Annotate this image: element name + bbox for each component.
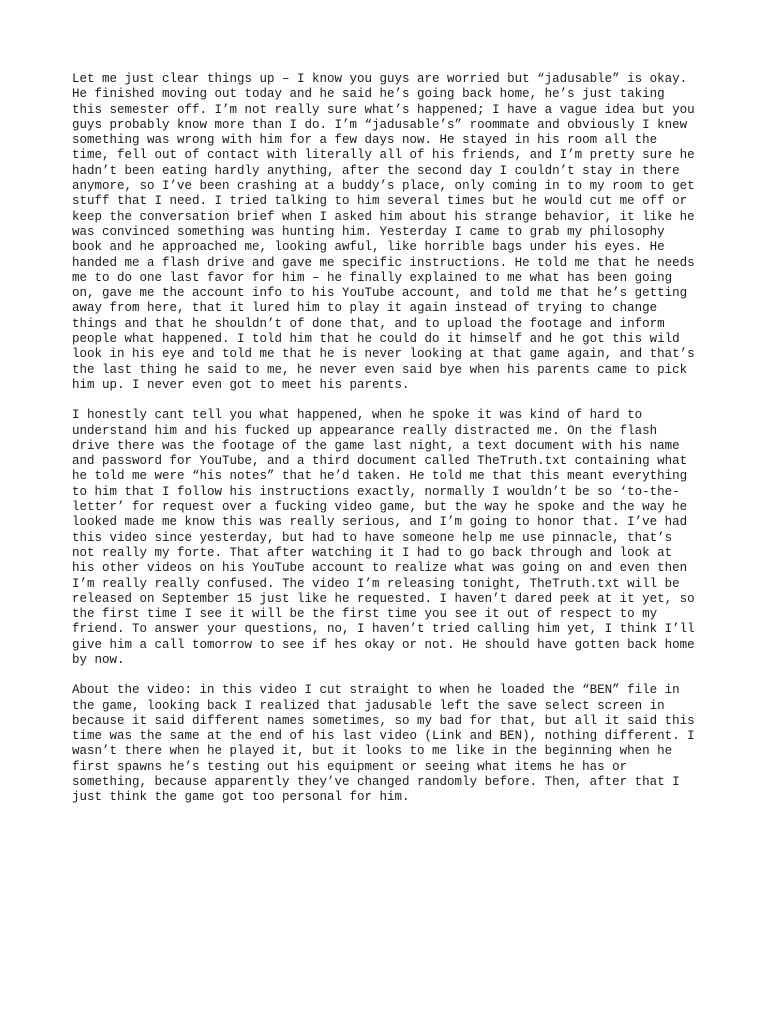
paragraph-3: About the video: in this video I cut straight to when he loaded the “BEN” file in the game, looking back I realized that jadusable left the save select screen in because it said different names sometimes, so my bad for that, but all it said this time was the same at the end of his last video (Link and BEN), nothing different. I wasn’t there when he played it, but it looks to me like in the beginning when he first spawns he’s testing out his equipment or seeing what items he has or something, because apparently they’ve changed randomly before. Then, after that I just think the game got too personal for him.	[72, 683, 695, 805]
paragraph-2: I honestly cant tell you what happened, when he spoke it was kind of hard to understand him and his fucked up appearance really distracted me. On the flash drive there was the footage of the game last night, a text document with his name and password for YouTube, and a third document called TheTruth.txt containing what he told me were “his notes” that he’d taken. He told me that this meant everything to him that I follow his instructions exactly, normally I wouldn’t be so ‘to-the- letter’ for request over a fucking video game, but the way he spoke and the way he looked made me know this was really serious, and I’m going to honor that. I’ve had this video since yesterday, but had to have someone help me use pinnacle, that’s not really my forte. That after watching it I had to go back through and look at his other videos on his YouTube account to realize what was going on and even then I’m really really confused. The video I’m releasing tonight, TheTruth.txt will be released on September 15 just like he requested. I haven’t dared peek at it yet, so the first time I see it will be the first time you see it out of respect to my friend. To answer your questions, no, I haven’t tried calling him yet, I think I’ll give him a call tomorrow to see if hes okay or not. He should have gotten back home by now.	[72, 408, 695, 667]
document-page	[72, 72, 700, 821]
paragraph-1: Let me just clear things up – I know you guys are worried but “jadusable” is okay. He finished moving out today and he said he’s going back home, he’s just taking this semester off. I’m not really sure what’s happened; I have a vague idea but you guys probably know more than I do. I’m “jadusable’s” roommate and obviously I knew something was wrong with him for a few days now. He stayed in his room all the time, fell out of contact with literally all of his friends, and I’m pretty sure he hadn’t been eating hardly anything, after the second day I couldn’t stay in there anymore, so I’ve been crashing at a buddy’s place, only coming in to my room to get stuff that I need. I tried talking to him several times but he would cut me off or keep the conversation brief when I asked him about his strange behavior, it like he was convinced something was hunting him. Yesterday I came to grab my philosophy book and he approached me, looking awful, like horrible bags under his eyes. He handed me a flash drive and gave me specific instructions. He told me that he needs me to do one last favor for him – he finally explained to me what has been going on, gave me the account info to his YouTube account, and told me that he’s getting away from here, that it lured him to play it again instead of trying to change things and that he shouldn’t of done that, and to upload the footage and inform people what happened. I told him that he could do it himself and he got this wild look in his eye and told me that he is never looking at that game again, and that’s the last thing he said to me, he never even said bye when his parents came to pick him up. I never even got to meet his parents.	[72, 72, 695, 392]
